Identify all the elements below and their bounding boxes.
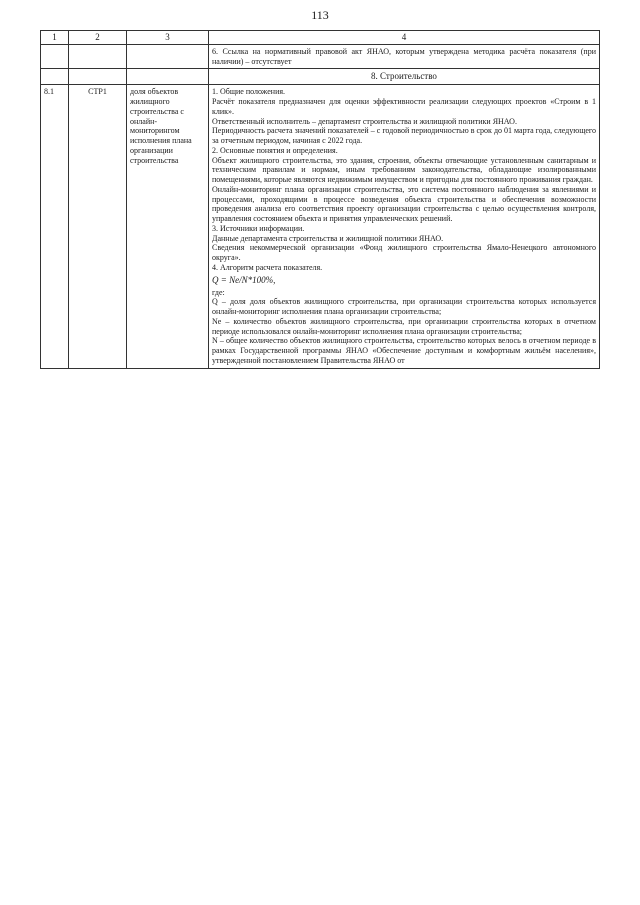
empty-cell <box>127 44 209 69</box>
row-number: 8.1 <box>41 85 69 368</box>
header-col-4: 4 <box>209 31 600 45</box>
header-col-3: 3 <box>127 31 209 45</box>
table-row <box>41 85 600 368</box>
definition-item: Q – доля доля объектов жилищного строительства, при организации строительства которых используется онлайн-мониторинг исполнения плана организации строительства; <box>212 297 596 317</box>
indicator-table <box>40 30 600 369</box>
empty-cell <box>127 69 209 85</box>
definition-item: Ne – количество объектов жилищного строительства, при организации строительства которых в отчетном периоде использовался онлайн-мониторинг исполнения плана организации строительства; <box>212 316 596 336</box>
section-row <box>41 69 600 85</box>
where-label: где: <box>212 287 225 297</box>
header-col-1: 1 <box>41 31 69 45</box>
methodology-paragraph: 2. Основные понятия и определения. <box>212 145 338 155</box>
methodology-paragraph: Онлайн-мониторинг плана организации строительства, это система постоянного наблюдения за явлениями и процессами, проходящими в процессе возведения объекта строительства и обеспечения возможности проведения анализа его соответствия проекту организации строительства с целью осуществления контроля, управления состоянием объекта и принятия управленческих решений. <box>212 184 596 224</box>
empty-cell <box>69 69 127 85</box>
empty-cell <box>41 44 69 69</box>
methodology-paragraph: Периодичность расчета значений показателей – с годовой периодичностью в срок до 01 марта года, следующего за отчетным периодом, начиная с 2022 года. <box>212 126 596 146</box>
indicator-name: доля объектов жилищного строительства с онлайн-мониторингом исполнения плана организации строительства <box>127 85 209 368</box>
formula: Q = Ne/N*100%, <box>212 274 276 285</box>
methodology-reference-cell <box>209 44 600 69</box>
section-title: 8. Строительство <box>209 69 600 85</box>
methodology-paragraph: 1. Общие положения. <box>212 87 286 97</box>
page-number: 113 <box>311 8 329 22</box>
methodology-reference-text: 6. Ссылка на нормативный правовой акт ЯНАО, которым утверждена методика расчёта показателя (при наличии) – отсутствует <box>212 46 596 66</box>
methodology-paragraph: Сведения некоммерческой организации «Фонд жилищного строительства Ямало-Ненецкого автономного округа». <box>212 243 596 263</box>
methodology-paragraph: 4. Алгоритм расчета показателя. <box>212 262 323 272</box>
empty-cell <box>69 44 127 69</box>
methodology-paragraph: Данные департамента строительства и жилищной политики ЯНАО. <box>212 233 444 243</box>
methodology-paragraph: 3. Источники информации. <box>212 223 305 233</box>
empty-cell <box>41 69 69 85</box>
definition-item: N – общее количество объектов жилищного строительства, строительство которых велось в отчетном периоде в рамках Государственной программы ЯНАО «Обеспечение доступным и комфортным жильём населения», утвержденной постановлением Правительства ЯНАО от <box>212 336 596 365</box>
table-header-row <box>41 31 600 45</box>
methodology-paragraph: Ответственный исполнитель – департамент строительства и жилищной политики ЯНАО. <box>212 116 517 126</box>
header-col-2: 2 <box>69 31 127 45</box>
methodology-paragraph: Расчёт показателя предназначен для оценки эффективности реализации следующих проектов «Строим в 1 клик». <box>212 97 596 116</box>
indicator-code: СТР1 <box>69 85 127 368</box>
methodology-cell <box>209 85 600 368</box>
methodology-paragraph: Объект жилищного строительства, это здания, строения, объекты отвечающие установленным санитарным и техническим правилам и нормам, иным требованиям законодательства, обладающие изолированными помещениями, которые являются недвижимым имуществом и пригодны для постоянного проживания граждан. <box>212 155 596 185</box>
table-row-previous <box>41 44 600 69</box>
